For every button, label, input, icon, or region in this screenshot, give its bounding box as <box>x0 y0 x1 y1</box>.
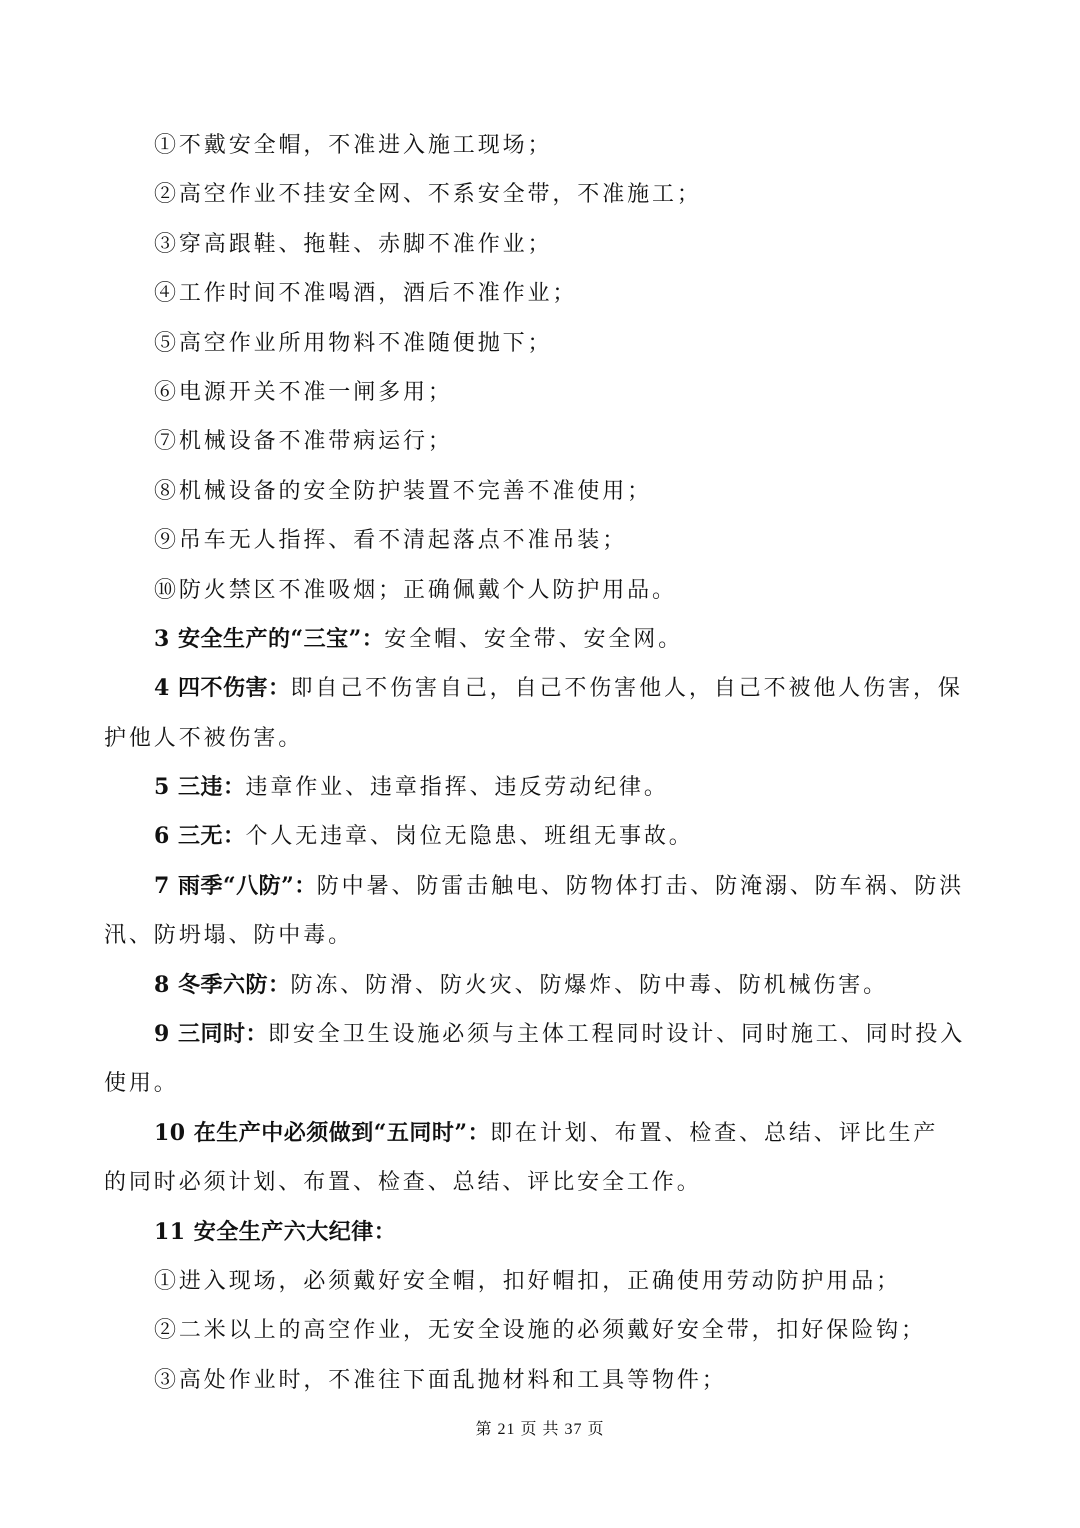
section-4 <box>104 664 976 713</box>
section-7-text: 防中暑、防雷击触电、防物体打击、防淹溺、防车祸、防洪 <box>316 873 965 899</box>
section-8 <box>104 961 976 1010</box>
section-9-continuation: 使用。 <box>104 1071 179 1097</box>
section-9-text: 即安全卫生设施必须与主体工程同时设计、同时施工、同时投入 <box>267 1022 966 1048</box>
list-item: ⑦机械设备不准带病运行； <box>154 429 453 455</box>
section-8-heading: 8 冬季六防： <box>154 971 291 998</box>
list-item: ⑩防火禁区不准吸烟；正确佩戴个人防护用品。 <box>154 577 677 603</box>
section-11-heading: 11 安全生产六大纪律： <box>154 1218 397 1245</box>
section-9-heading: 9 三同时： <box>154 1021 268 1048</box>
section-4-heading: 4 四不伤害： <box>154 675 291 702</box>
section-3-text: 安全帽、安全带、安全网。 <box>384 626 684 652</box>
section-5-heading: 5 三违： <box>154 774 246 801</box>
section-10 <box>104 1109 976 1158</box>
list-item: ⑤高空作业所用物料不准随便抛下； <box>154 330 553 356</box>
list-item: ③高处作业时，不准往下面乱抛材料和工具等物件； <box>154 1367 727 1393</box>
section-10-heading: 10 在生产中必须做到“五同时”： <box>154 1119 491 1146</box>
list-item: ③穿高跟鞋、拖鞋、赤脚不准作业； <box>154 231 553 257</box>
section-6-heading: 6 三无： <box>154 823 246 850</box>
section-4-continuation: 护他人不被伤害。 <box>104 725 304 751</box>
section-10-text: 即在计划、布置、检查、总结、评比生产 <box>490 1120 939 1146</box>
section-5-text: 违章作业、违章指挥、违反劳动纪律。 <box>245 775 669 801</box>
section-8-text: 防冻、防滑、防火灾、防爆炸、防中毒、防机械伤害。 <box>290 972 889 998</box>
section-6 <box>104 812 976 861</box>
list-item: ①不戴安全帽，不准进入施工现场； <box>154 133 553 158</box>
section-11 <box>104 1208 976 1257</box>
section-4-text: 即自己不伤害自己，自己不伤害他人，自己不被他人伤害，保 <box>290 676 963 702</box>
list-item: ⑨吊车无人指挥、看不清起落点不准吊装； <box>154 528 628 554</box>
list-item: ④工作时间不准喝酒，酒后不准作业； <box>154 281 578 307</box>
section-3-heading: 3 安全生产的“三宝”： <box>154 625 385 652</box>
page-content <box>104 121 976 1405</box>
section-9 <box>104 1010 976 1059</box>
list-item: ②高空作业不挂安全网、不系安全带，不准施工； <box>154 182 702 208</box>
list-item: ②二米以上的高空作业，无安全设施的必须戴好安全带，扣好保险钩； <box>154 1318 926 1344</box>
list-item: ①进入现场，必须戴好安全帽，扣好帽扣，正确使用劳动防护用品； <box>154 1268 902 1294</box>
section-3 <box>104 615 976 664</box>
list-item: ⑧机械设备的安全防护装置不完善不准使用； <box>154 478 653 504</box>
section-6-text: 个人无违章、岗位无隐患、班组无事故。 <box>245 824 694 850</box>
section-10-continuation: 的同时必须计划、布置、检查、总结、评比安全工作。 <box>104 1170 702 1196</box>
page-footer: 第 21 页 共 37 页 <box>475 1421 605 1438</box>
section-7-continuation: 汛、防坍塌、防中毒。 <box>104 923 354 949</box>
list-item: ⑥电源开关不准一闸多用； <box>154 379 453 405</box>
section-7-heading: 7 雨季“八防”： <box>154 872 317 899</box>
section-5 <box>104 763 976 812</box>
section-7 <box>104 862 976 911</box>
